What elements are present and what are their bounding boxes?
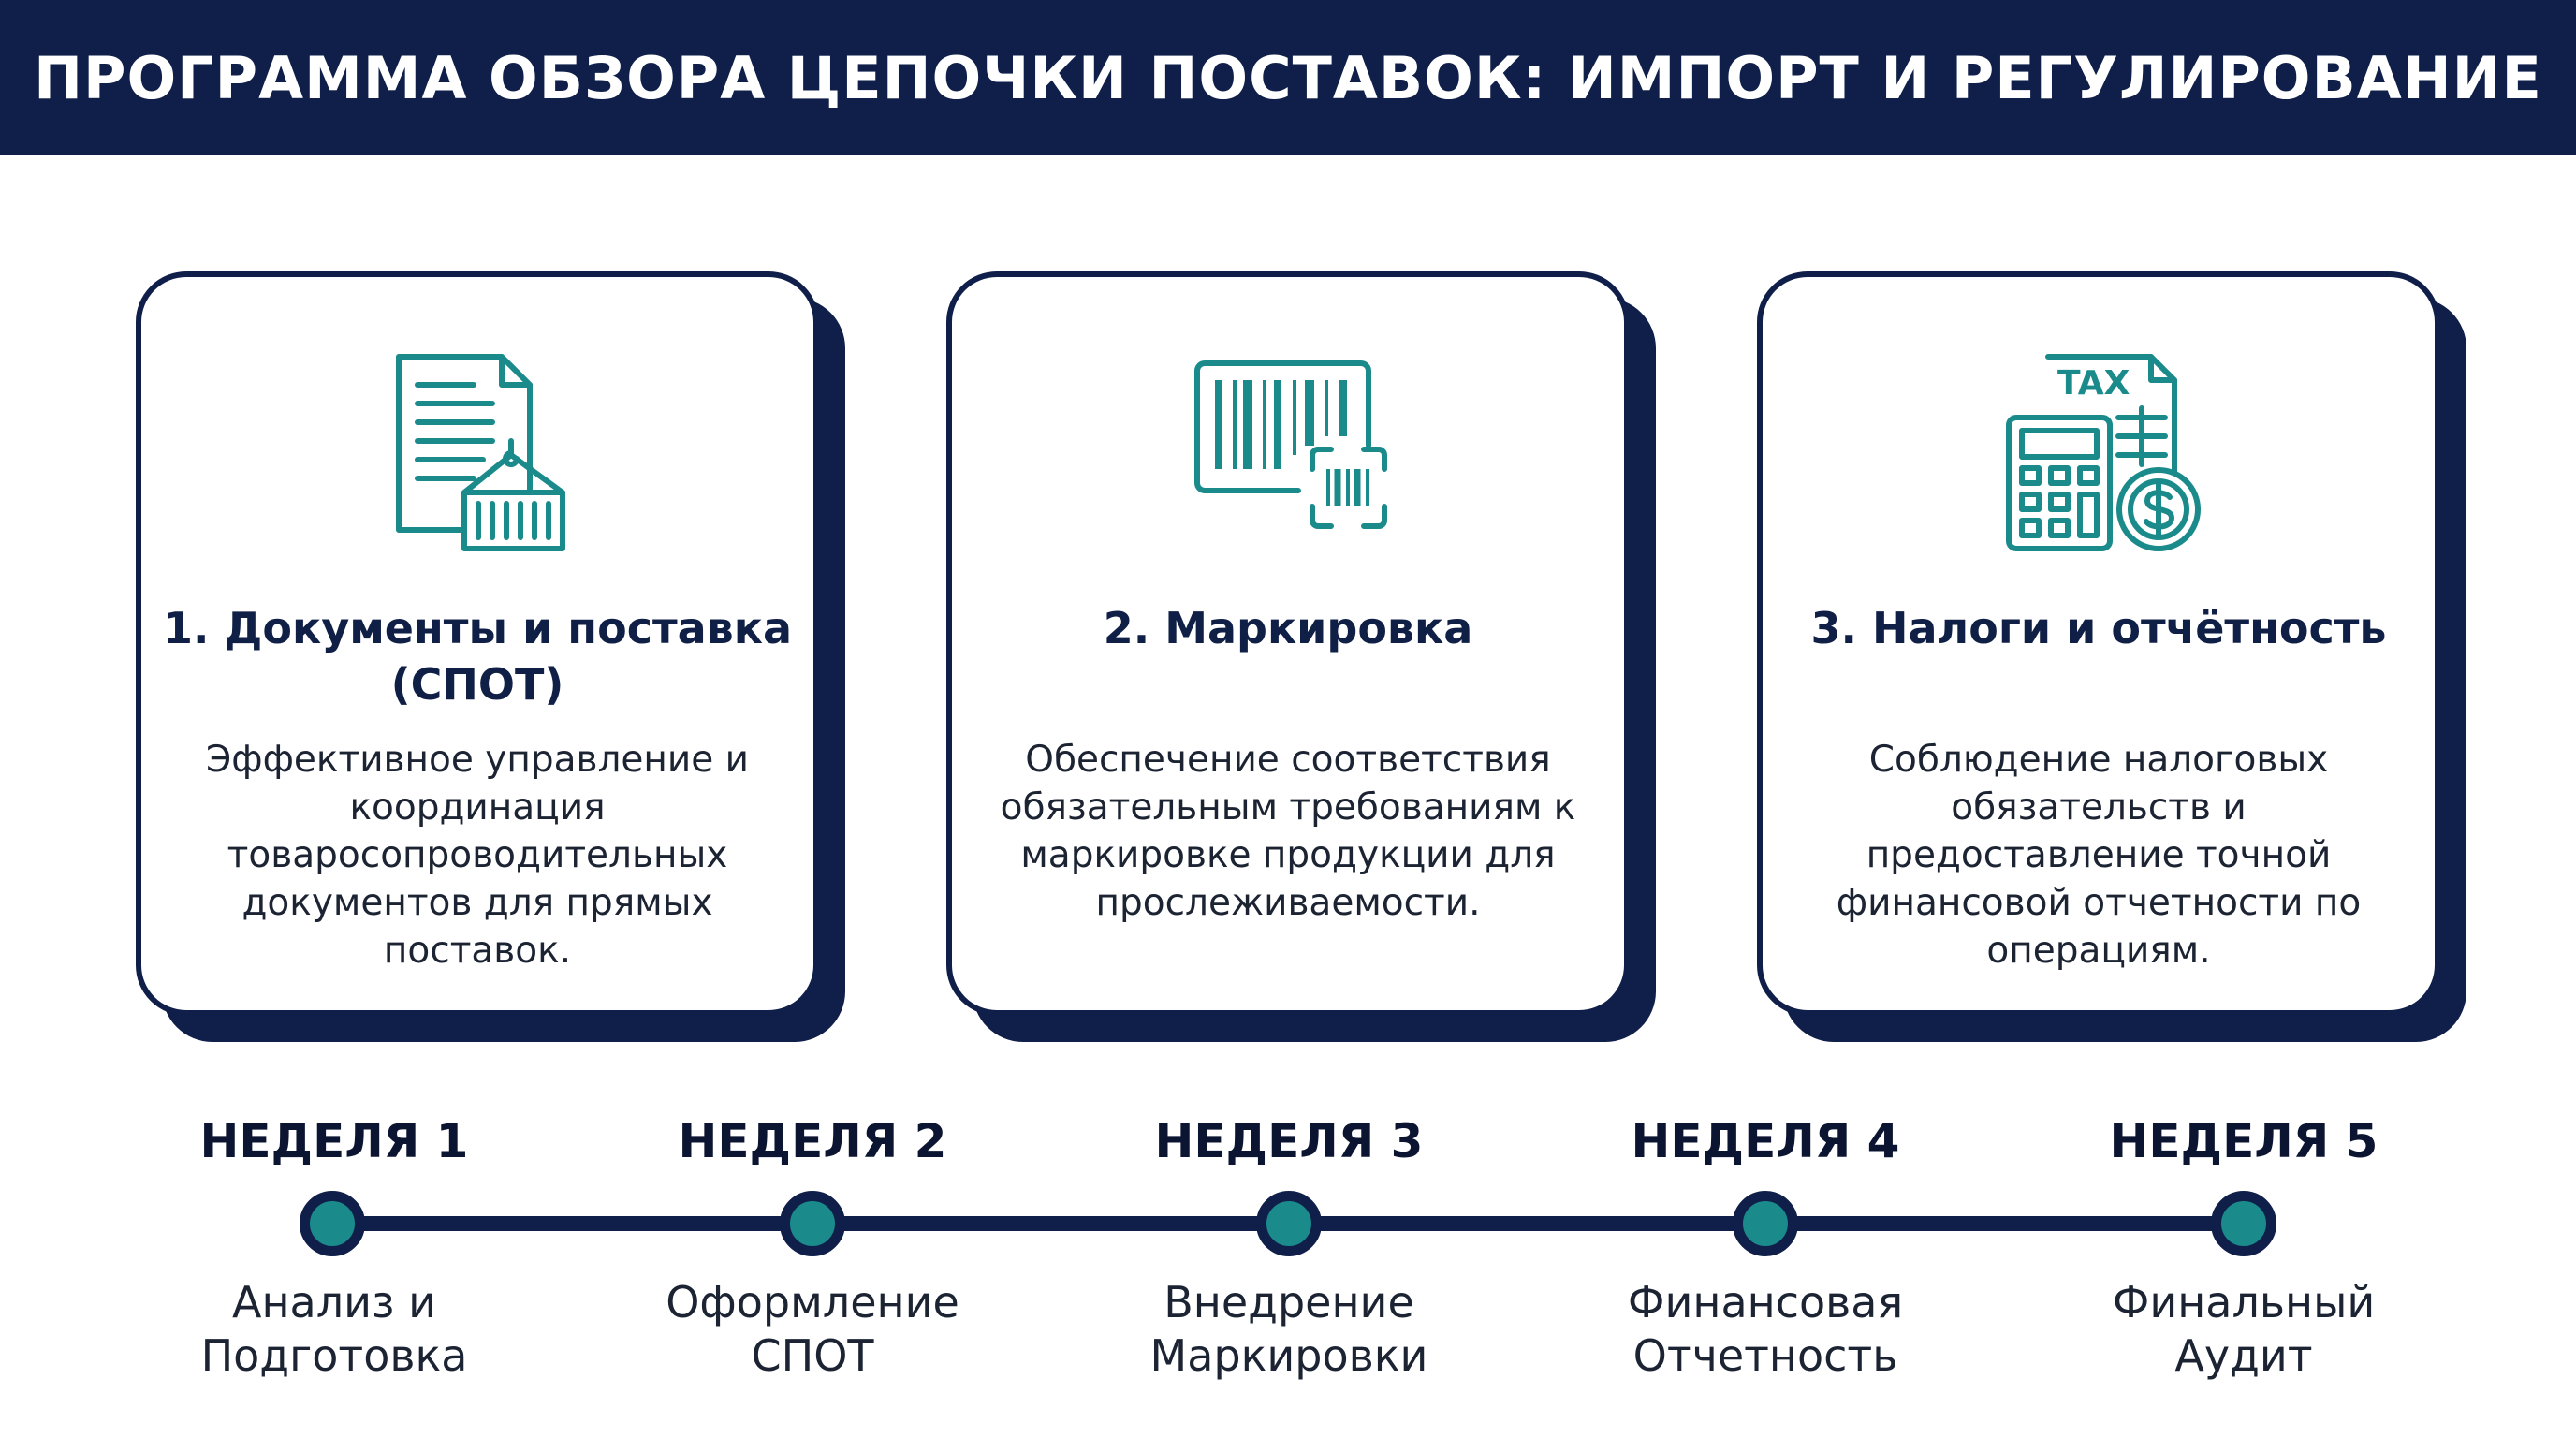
page-title: ПРОГРАММА ОБЗОРА ЦЕПОЧКИ ПОСТАВОК: ИМПОРТ И РЕГУЛИРОВАНИЕ [34,43,2542,112]
card-body [1757,271,2440,1016]
barcode-scan-icon [952,352,1635,558]
card-title: 1. Документы и поставка (СПОТ) [162,603,793,710]
timeline-node [2211,1191,2276,1256]
card-description: Обеспечение соответствия обязательным требованиям к маркировке продукции для прослеживаемости. [1000,739,1576,924]
card-title: 3. Налоги и отчётность [1810,603,2387,653]
tax-label: TAX [2057,364,2130,403]
card-marking [946,271,1630,1016]
header-banner [0,0,2576,155]
card-taxes [1757,271,2440,1016]
timeline-week-desc: Финальный Аудит [2112,1277,2376,1381]
card-description: Соблюдение налоговых обязательств и предоставление точной финансовой отчетности по операциям. [1836,739,2362,972]
card-body [946,271,1630,1016]
timeline-week-desc: Анализ и Подготовка [200,1277,468,1381]
card-documents [136,271,819,1016]
timeline-week-desc: Оформление СПОТ [666,1277,959,1381]
card-description: Эффективное управление и координация товаросопроводительных документов для прямых поставок. [206,739,749,972]
timeline-week-label: НЕДЕЛЯ 5 [2109,1114,2378,1168]
timeline-node [300,1191,365,1256]
document-container-icon [141,352,825,558]
timeline-week-desc: Внедрение Маркировки [1149,1277,1428,1381]
timeline-week-label: НЕДЕЛЯ 1 [199,1114,469,1168]
timeline-week-label: НЕДЕЛЯ 2 [678,1114,947,1168]
timeline-week-label: НЕДЕЛЯ 4 [1631,1114,1900,1168]
tax-calculator-icon [1763,352,2446,558]
timeline-week-label: НЕДЕЛЯ 3 [1154,1114,1424,1168]
timeline-node [1256,1191,1322,1256]
card-body [136,271,819,1016]
card-title: 2. Маркировка [1103,603,1473,653]
timeline-node [780,1191,845,1256]
timeline-week-desc: Финансовая Отчетность [1627,1277,1904,1381]
timeline-node [1733,1191,1798,1256]
